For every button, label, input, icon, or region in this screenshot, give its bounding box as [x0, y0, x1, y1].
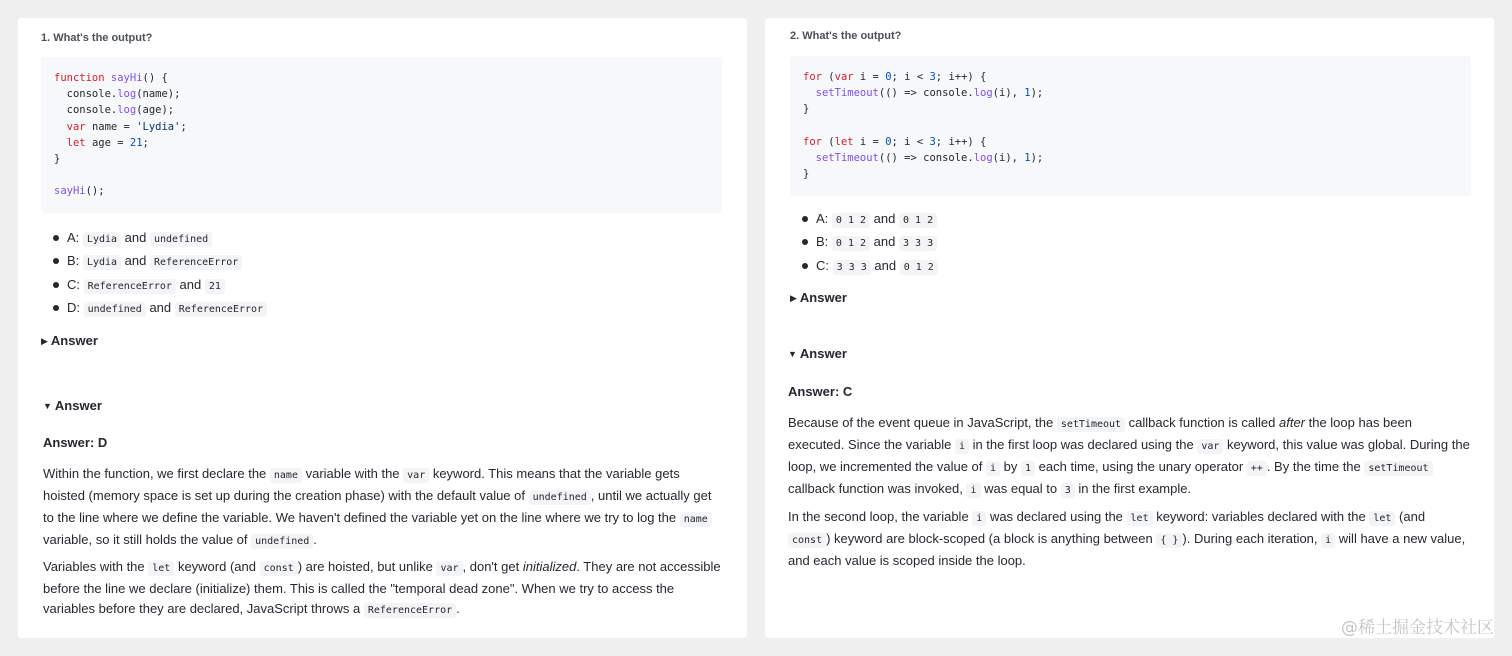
code-token: age = [85, 136, 130, 149]
inline-code: 0 1 2 [832, 213, 870, 228]
question-2-card [765, 18, 1494, 638]
inline-code: 21 [205, 279, 225, 294]
explanation-paragraph-2 [43, 557, 725, 621]
code-token: } [803, 103, 810, 116]
explanation-paragraph-1 [788, 413, 1470, 501]
inline-code: const [260, 561, 298, 576]
option-label: D: [67, 300, 80, 316]
text: keyword (and [174, 559, 260, 574]
code-token: ); [1030, 87, 1044, 100]
option-and: and [873, 234, 896, 250]
code-token: 3 [929, 71, 936, 83]
option-label: A: [67, 230, 80, 245]
inline-code: i [1321, 533, 1335, 548]
inline-code: let [1369, 511, 1395, 526]
code-token: for [803, 71, 822, 83]
text: ) are hoisted, but unlike [297, 559, 437, 574]
answer-heading: Answer: D [43, 435, 108, 450]
code-token: ; i < [891, 71, 930, 83]
text: callback function is called [1125, 415, 1279, 430]
inline-code: setTimeout [1364, 461, 1432, 476]
code-token: setTimeout [815, 87, 879, 100]
code-token: console. [54, 88, 118, 101]
inline-code: ReferenceError [175, 302, 267, 317]
text: . By the time the [1266, 459, 1365, 474]
text: in the first example. [1074, 481, 1192, 496]
text: In the second loop, the variable [788, 509, 973, 524]
triangle-right-icon: ▶ [41, 336, 48, 346]
inline-code: ReferenceError [150, 255, 242, 270]
option-d [41, 296, 267, 319]
answer-toggle-collapsed[interactable] [790, 290, 847, 305]
code-token: (age); [136, 104, 175, 117]
code-token: i = [853, 135, 886, 148]
code-token: sayHi [110, 72, 143, 84]
text: variable, so it still holds the value of [43, 532, 252, 547]
text: keyword. This means that the variable gets hoisted (memory space is set up during the creation phase) with the default value of [43, 466, 680, 503]
option-label: B: [816, 234, 829, 250]
inline-code: 0 1 2 [900, 260, 938, 275]
text: , until we actually get to the line where we define the variable. We haven't defined the variable yet on the line where we try to log the [43, 488, 712, 525]
code-token: (); [85, 185, 105, 198]
code-token: 0 [885, 71, 892, 83]
code-token: log [117, 104, 137, 117]
inline-code: i [986, 461, 1000, 476]
text: variable with the [301, 466, 404, 481]
inline-code: var [436, 561, 462, 576]
text: Within the function, we first declare the [43, 466, 270, 481]
inline-code: name [680, 512, 712, 527]
inline-code: setTimeout [1057, 417, 1125, 432]
code-token: 1 [1024, 152, 1031, 165]
option-label: A: [816, 211, 829, 226]
option-a [790, 207, 938, 230]
code-token: 3 [929, 135, 936, 148]
code-token: } [803, 168, 810, 181]
question-1-title: 1. What's the output? [41, 32, 153, 44]
text: , don't get [462, 559, 523, 574]
question-1-options [41, 226, 267, 320]
code-token: for [803, 135, 822, 148]
inline-code: undefined [150, 232, 212, 247]
option-and: and [124, 253, 147, 269]
question-1-code-block [41, 57, 722, 213]
code-token: 1 [1024, 87, 1031, 100]
code-token: ; i < [891, 135, 930, 148]
code-token: ( [821, 135, 835, 148]
code-token: let [834, 135, 854, 148]
text: ). During each iteration, [1182, 531, 1322, 546]
inline-code: 3 3 3 [833, 260, 871, 275]
code-token: (i), [992, 152, 1025, 165]
code-token: ; i++) { [935, 135, 987, 148]
answer-toggle-label: Answer [50, 333, 98, 348]
inline-code: 0 1 2 [899, 213, 937, 228]
code-token: ( [821, 71, 835, 83]
code-token: 21 [129, 136, 143, 149]
question-2-code-block [790, 56, 1471, 196]
inline-code: const [788, 533, 826, 548]
text: (and [1395, 509, 1426, 524]
option-and: and [124, 230, 147, 245]
answer-heading: Answer: C [788, 384, 853, 399]
option-and: and [179, 276, 202, 292]
triangle-down-icon: ▼ [43, 401, 52, 411]
text: keyword, this value was global. During the loop, we incremented the value of [788, 437, 1470, 474]
option-a [41, 226, 267, 249]
inline-code: 1 [1021, 461, 1035, 476]
text: . [313, 532, 317, 547]
text: was equal to [980, 481, 1061, 496]
inline-code: 0 1 2 [832, 236, 870, 251]
option-and: and [873, 211, 896, 226]
explanation-paragraph-2 [788, 507, 1470, 571]
option-and: and [874, 257, 897, 273]
answer-toggle-label: Answer [54, 398, 102, 413]
code-token: (() => console. [878, 152, 974, 165]
inline-code: ++ [1247, 461, 1267, 476]
text: ) keyword are block-scoped (a block is anything between [826, 531, 1157, 546]
text: will have a new value, and each value is scoped inside the loop. [788, 531, 1466, 568]
inline-code: var [403, 468, 429, 483]
code-token: var [834, 71, 854, 83]
text: . They are not accessible before the line we declare (initialize) them. This is called the "temporal dead zone". When we try to access the variables before they are declared, JavaScript throws a [43, 559, 721, 616]
inline-code: name [270, 468, 302, 483]
code-token: ; [142, 136, 149, 149]
code-token: (name); [136, 88, 181, 101]
inline-code: 3 [1061, 483, 1075, 498]
option-c [41, 273, 267, 296]
code-token: (i), [992, 87, 1025, 100]
code-token: log [973, 87, 993, 100]
code-token: var [66, 120, 86, 133]
explanation-paragraph-1 [43, 464, 725, 552]
option-label: C: [67, 276, 80, 292]
inline-code: let [1127, 511, 1153, 526]
code-token: console. [54, 104, 118, 117]
code-token: ; i++) { [935, 71, 987, 83]
code-token: log [117, 88, 137, 101]
option-b [41, 249, 267, 272]
code-token: sayHi [54, 185, 86, 198]
inline-code: ReferenceError [84, 279, 176, 294]
code-token: } [54, 153, 61, 166]
inline-code: Lydia [83, 232, 121, 247]
answer-toggle-expanded[interactable] [43, 398, 102, 413]
text: keyword: variables declared with the [1152, 509, 1370, 524]
code-token: function [54, 72, 105, 84]
watermark: @稀土掘金技术社区 [1341, 618, 1494, 638]
text: by [1000, 459, 1022, 474]
code-token: () { [142, 72, 168, 84]
text: . [456, 601, 460, 616]
question-2-title: 2. What's the output? [790, 30, 902, 42]
text: was declared using the [986, 509, 1127, 524]
answer-toggle-label: Answer [799, 346, 847, 361]
inline-code: i [966, 483, 980, 498]
text: Variables with the [43, 559, 149, 574]
inline-code: let [148, 561, 174, 576]
text: each time, using the unary operator [1035, 459, 1247, 474]
option-c [790, 254, 938, 277]
inline-code: undefined [529, 490, 591, 505]
inline-code: var [1197, 439, 1223, 454]
triangle-right-icon: ▶ [790, 293, 797, 303]
inline-code: i [955, 439, 969, 454]
inline-code: ReferenceError [364, 603, 456, 618]
code-token: ; [180, 120, 187, 133]
inline-code: 3 3 3 [899, 236, 937, 251]
text: the loop has been executed. Since the variable [788, 415, 1412, 452]
inline-code: undefined [84, 302, 146, 317]
emphasis: after [1278, 415, 1305, 430]
text: Because of the event queue in JavaScript, the [788, 415, 1057, 430]
code-token: let [66, 136, 86, 149]
inline-code: { } [1156, 533, 1182, 548]
question-2-options [790, 207, 938, 277]
question-1-card [18, 18, 747, 638]
inline-code: undefined [251, 534, 313, 549]
option-label: C: [816, 257, 829, 273]
emphasis: initialized [522, 559, 577, 574]
code-token: ); [1030, 152, 1044, 165]
answer-toggle-expanded[interactable] [788, 346, 847, 361]
option-label: B: [67, 253, 80, 269]
code-token: name = [85, 120, 137, 133]
triangle-down-icon: ▼ [788, 349, 797, 359]
code-token: i = [853, 71, 886, 83]
text: in the first loop was declared using the [968, 437, 1198, 452]
code-token: setTimeout [815, 152, 879, 165]
inline-code: Lydia [83, 255, 121, 270]
inline-code: i [972, 511, 986, 526]
answer-toggle-label: Answer [799, 290, 847, 305]
code-token: log [973, 152, 993, 165]
answer-toggle-collapsed[interactable] [41, 333, 98, 348]
code-token: 0 [885, 135, 892, 148]
code-token: (() => console. [878, 87, 974, 100]
option-and: and [149, 300, 172, 316]
code-token: 'Lydia' [136, 120, 181, 133]
text: callback function was invoked, [788, 481, 967, 496]
option-b [790, 230, 938, 253]
